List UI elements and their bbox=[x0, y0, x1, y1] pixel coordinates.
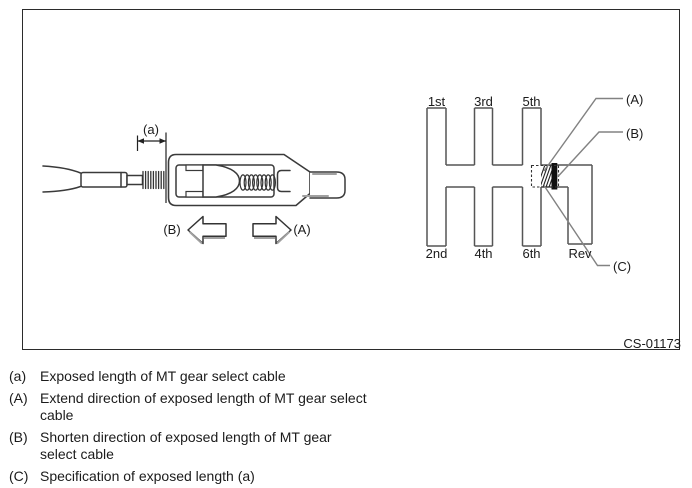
legend-text: Exposed length of MT gear select cable bbox=[40, 368, 286, 384]
gear-label-5th: 5th bbox=[522, 94, 541, 109]
shift-pattern-drawing bbox=[427, 108, 592, 246]
direction-arrows bbox=[188, 217, 291, 244]
legend-row-A bbox=[9, 390, 439, 424]
spec-markers bbox=[532, 162, 562, 190]
extend-arrow-right-icon bbox=[253, 217, 291, 244]
dimension-a bbox=[138, 133, 167, 204]
gear-label-4th: 4th bbox=[474, 246, 493, 261]
figure-code: CS-01173 bbox=[623, 336, 681, 351]
clevis-rod-end bbox=[310, 172, 345, 198]
shorten-arrow-label: (B) bbox=[163, 222, 181, 237]
dimension-a-label: (a) bbox=[143, 122, 159, 137]
gear-label-2nd: 2nd bbox=[425, 246, 448, 261]
leader-line-a bbox=[544, 99, 623, 172]
inner-notch-bottom bbox=[186, 192, 203, 198]
callout-a-label: (A) bbox=[626, 92, 644, 107]
cable-boot-bottom bbox=[43, 187, 81, 193]
legend-row-C bbox=[9, 468, 439, 485]
legend-row-a bbox=[9, 368, 439, 385]
threaded-section bbox=[143, 172, 164, 189]
cable-adjuster-drawing bbox=[43, 155, 345, 206]
dimension-arrowhead-right bbox=[160, 138, 167, 143]
gear-label-3rd: 3rd bbox=[474, 94, 493, 109]
legend bbox=[9, 368, 439, 488]
legend-row-B bbox=[9, 429, 439, 463]
callout-b-label: (B) bbox=[626, 125, 644, 141]
cable-sleeve bbox=[81, 173, 127, 188]
extend-arrow-label: (A) bbox=[293, 222, 311, 237]
callout-c-label: (C) bbox=[613, 259, 632, 274]
legend-tag: (C) bbox=[9, 468, 29, 484]
inner-notch-top bbox=[186, 165, 203, 171]
gear-label-rev: Rev bbox=[568, 246, 592, 261]
spec-black-bar bbox=[552, 163, 558, 190]
dimension-arrowhead-left bbox=[138, 138, 145, 143]
shorten-arrow-left-icon bbox=[188, 217, 226, 244]
shift-gate-outline bbox=[427, 108, 592, 246]
legend-text: Specification of exposed length (a) bbox=[40, 468, 255, 484]
legend-tag: (A) bbox=[9, 390, 28, 406]
cable-boot-top bbox=[43, 166, 81, 173]
legend-text: Extend direction of exposed length of MT gear select cable bbox=[40, 390, 367, 423]
gear-label-6th: 6th bbox=[522, 246, 541, 261]
legend-text: Shorten direction of exposed length of MT gear select cable bbox=[40, 429, 332, 462]
legend-tag: (a) bbox=[9, 368, 27, 384]
gear-label-1st: 1st bbox=[427, 94, 446, 109]
legend-tag: (B) bbox=[9, 429, 28, 445]
cable-rod bbox=[127, 176, 143, 185]
